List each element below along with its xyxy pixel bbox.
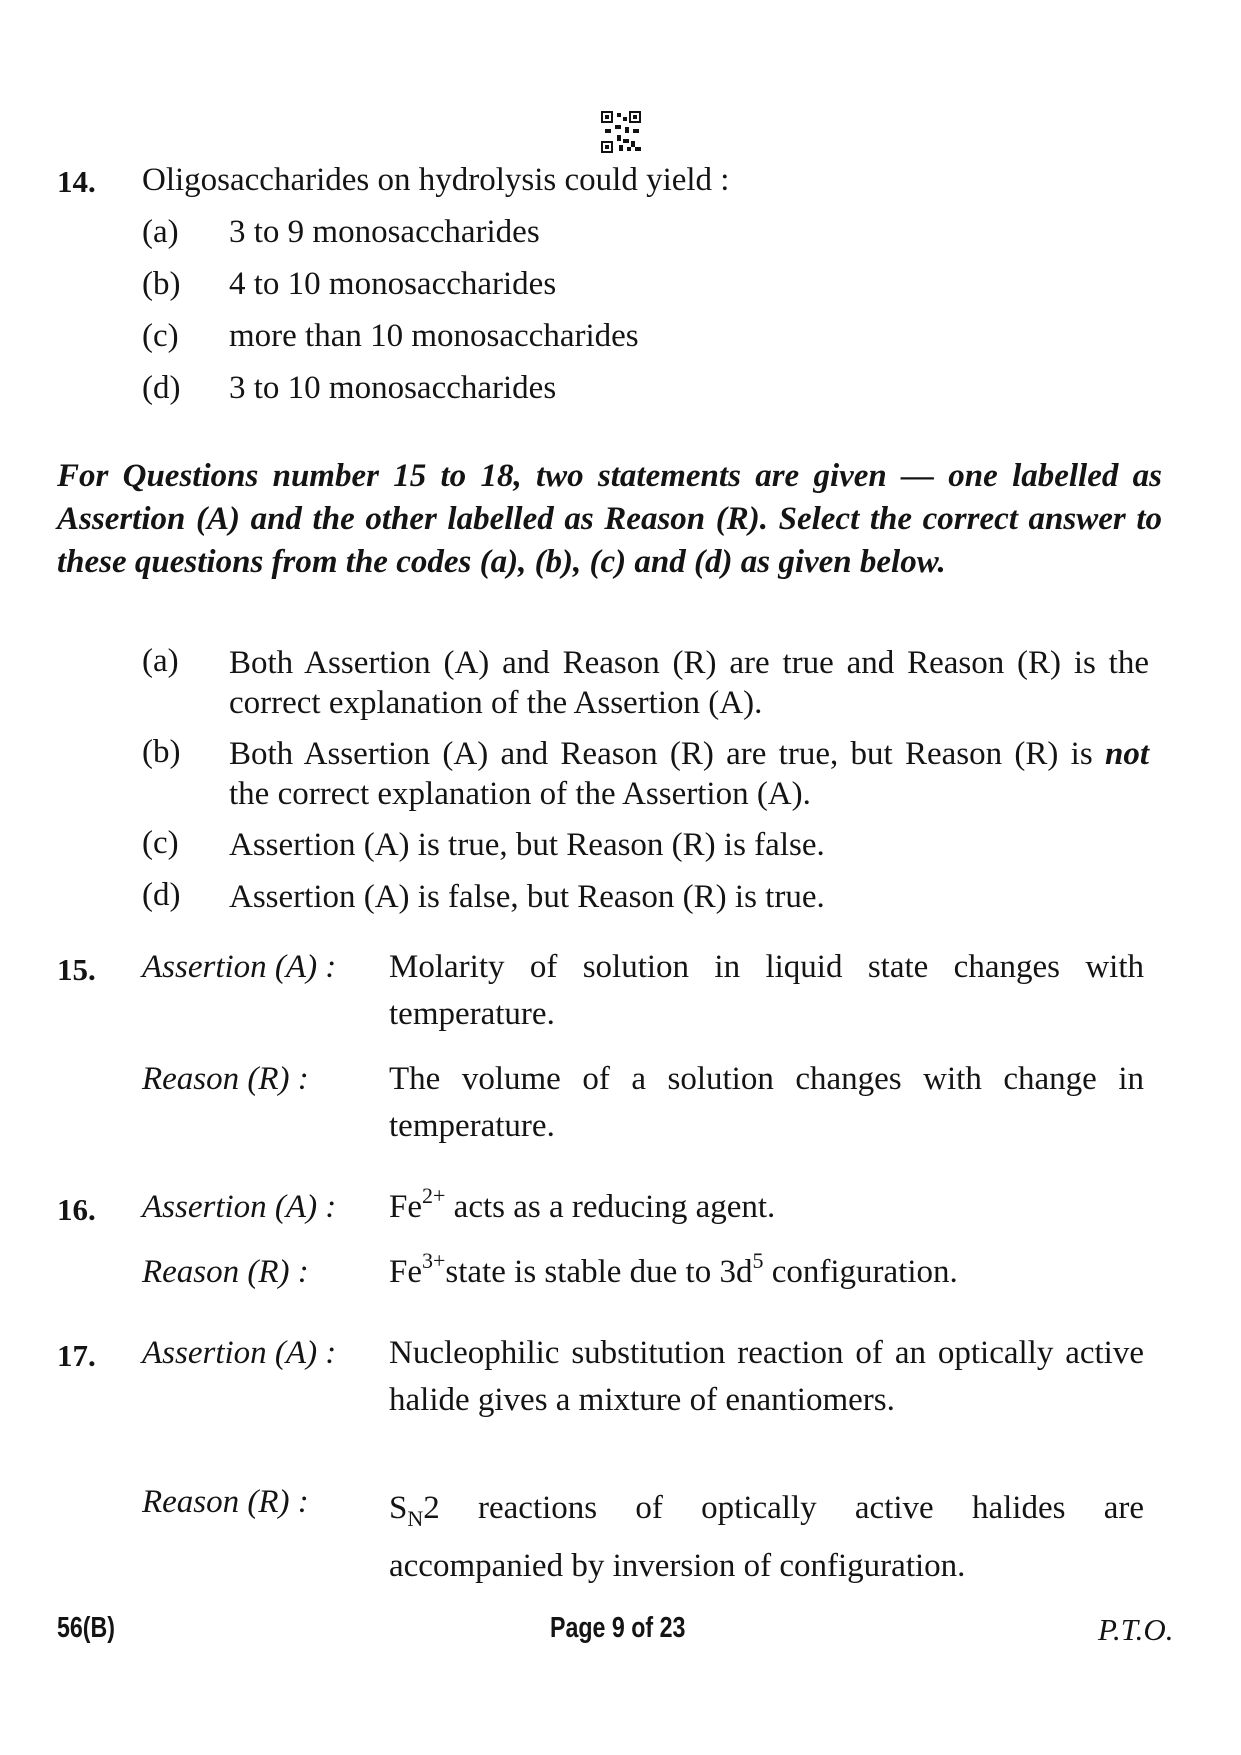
page-number: Page 9 of 23 (550, 1612, 686, 1644)
option-label: (a) (142, 214, 179, 250)
assertion-label: Assertion (A) : (142, 1189, 337, 1225)
question-number: 15. (57, 952, 96, 987)
code-text: Both Assertion (A) and Reason (R) are true, but Reason (R) is not the correct explanation of the Assertion (A). (229, 736, 1149, 812)
reason-text: $Fe^{3+}state$ is stable due to $3d^5$ configuration. (389, 1248, 958, 1290)
question-number: 14. (57, 164, 96, 199)
option-text: 3 to 10 monosaccharides (229, 370, 557, 406)
option-label: (d) (142, 370, 181, 406)
reason-label: Reason (R) : (142, 1254, 309, 1290)
reason-text: The volume of a solution changes with change in temperature. (389, 1061, 1144, 1144)
reason-text: $S_N2$ reactions of optically active halides are accompanied by inversion of configuration. (389, 1490, 1144, 1584)
code-label: (a) (142, 643, 179, 679)
reason-label: Reason (R) : (142, 1484, 309, 1520)
option-label: (b) (142, 266, 181, 302)
question-number: 17. (57, 1338, 96, 1373)
question-number: 16. (57, 1192, 96, 1227)
assertion-label: Assertion (A) : (142, 949, 337, 985)
paper-code: 56(B) (57, 1612, 116, 1644)
emphasis-not: not (1104, 736, 1149, 772)
code-text: Assertion (A) is true, but Reason (R) is false. (229, 827, 825, 863)
assertion-text: Molarity of solution in liquid state changes with temperature. (389, 949, 1144, 1032)
option-text: 4 to 10 monosaccharides (229, 266, 557, 302)
assertion-label: Assertion (A) : (142, 1335, 337, 1371)
qr-code-icon (601, 111, 641, 153)
option-text: more than 10 monosaccharides (229, 318, 639, 354)
question-text: Oligosaccharides on hydrolysis could yield : (142, 162, 730, 198)
assertion-text: $Fe^{2+}$ acts as a reducing agent. (389, 1183, 776, 1225)
reason-label: Reason (R) : (142, 1061, 309, 1097)
code-text: Assertion (A) is false, but Reason (R) is true. (229, 879, 825, 915)
assertion-reason-instructions: For Questions number 15 to 18, two statements are given — one labelled as Assertion (A) and the other labelled as Reason (R). Select the correct answer to these questions from the codes (a), (b), (c) and (d) as given below. (57, 458, 1162, 580)
option-text: 3 to 9 monosaccharides (229, 214, 540, 250)
code-label: (d) (142, 877, 181, 913)
code-label: (b) (142, 734, 181, 770)
code-label: (c) (142, 825, 179, 861)
please-turn-over: P.T.O. (1098, 1612, 1174, 1647)
option-label: (c) (142, 318, 179, 354)
code-text: Both Assertion (A) and Reason (R) are true and Reason (R) is the correct explanation of the Assertion (A). (229, 645, 1149, 721)
assertion-text: Nucleophilic substitution reaction of an optically active halide gives a mixture of enantiomers. (389, 1335, 1144, 1418)
